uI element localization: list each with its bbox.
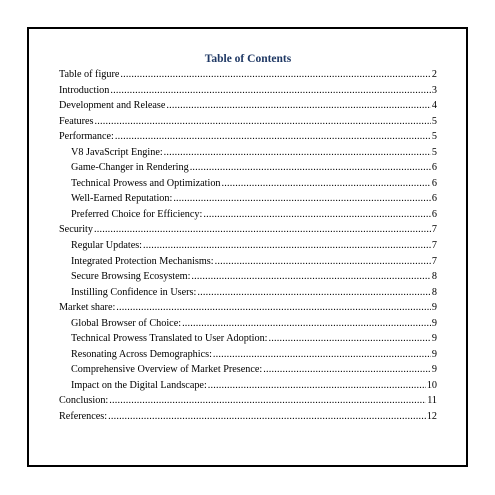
toc-dot-leader	[182, 316, 431, 332]
toc-entry-label[interactable]: Performance:	[59, 131, 114, 143]
toc-page-number: 7	[431, 224, 437, 236]
toc-entry-label[interactable]: Comprehensive Overview of Market Presence:	[71, 364, 263, 376]
toc-page-number: 12	[426, 411, 437, 423]
toc-entry[interactable]	[59, 191, 437, 207]
toc-dot-leader	[95, 114, 431, 130]
toc-entry-label[interactable]: Features	[59, 115, 94, 127]
toc-page-number: 10	[426, 379, 437, 391]
toc-entry-label[interactable]: Instilling Confidence in Users:	[71, 286, 197, 298]
toc-page-number: 9	[431, 317, 437, 329]
toc-entry[interactable]	[59, 378, 437, 394]
toc-page-number: 11	[427, 395, 437, 407]
toc-entry[interactable]	[59, 393, 437, 409]
toc-dot-leader	[269, 331, 431, 347]
table-of-contents	[59, 51, 437, 425]
toc-entry-label[interactable]: Regular Updates:	[71, 240, 143, 252]
toc-entry-label[interactable]: Technical Prowess Translated to User Adoption:	[71, 333, 268, 345]
toc-dot-leader	[115, 129, 431, 145]
toc-dot-leader	[108, 409, 426, 425]
toc-page-number: 6	[431, 193, 437, 205]
toc-entry[interactable]	[59, 129, 437, 145]
toc-page-number: 2	[431, 69, 437, 80]
toc-entry[interactable]	[59, 145, 437, 161]
toc-entry[interactable]	[59, 254, 437, 270]
toc-entry[interactable]	[59, 409, 437, 425]
toc-dot-leader	[222, 176, 431, 192]
toc-dot-leader	[190, 160, 431, 176]
toc-dot-leader	[166, 98, 431, 114]
toc-dot-leader	[143, 238, 431, 254]
toc-page-number: 6	[431, 208, 437, 220]
toc-entry[interactable]	[59, 83, 437, 99]
toc-entry-label[interactable]: Development and Release	[59, 100, 166, 112]
toc-page-number: 7	[431, 255, 437, 267]
toc-page-number: 9	[431, 348, 437, 360]
toc-entry[interactable]	[59, 67, 437, 83]
toc-page-number: 9	[431, 302, 437, 314]
toc-dot-leader	[215, 254, 431, 270]
toc-entry[interactable]	[59, 269, 437, 285]
toc-dot-leader	[120, 67, 431, 83]
toc-page-number: 6	[431, 162, 437, 174]
toc-entry-label[interactable]: Secure Browsing Ecosystem:	[71, 271, 191, 283]
toc-dot-leader	[263, 362, 431, 378]
toc-dot-leader	[109, 393, 426, 409]
toc-entry[interactable]	[59, 331, 437, 347]
toc-dot-leader	[197, 285, 431, 301]
toc-entry-label[interactable]: Introduction	[59, 84, 110, 96]
toc-dot-leader	[191, 269, 431, 285]
toc-entry[interactable]	[59, 285, 437, 301]
toc-entry[interactable]	[59, 207, 437, 223]
toc-entry-label[interactable]: Impact on the Digital Landscape:	[71, 379, 207, 391]
toc-entry-label[interactable]: Game-Changer in Rendering	[71, 162, 189, 174]
toc-entry-label[interactable]: Integrated Protection Mechanisms:	[71, 255, 214, 267]
toc-page-number: 8	[431, 286, 437, 298]
toc-entry-label[interactable]: Market share:	[59, 302, 116, 314]
toc-list	[59, 67, 437, 425]
toc-dot-leader	[116, 300, 431, 316]
toc-page-number: 5	[431, 115, 437, 127]
toc-page-number: 5	[431, 131, 437, 143]
toc-dot-leader	[110, 83, 431, 99]
toc-entry[interactable]	[59, 176, 437, 192]
toc-entry-label[interactable]: Resonating Across Demographics:	[71, 348, 212, 360]
toc-page-number: 7	[431, 240, 437, 252]
toc-page-number: 9	[431, 364, 437, 376]
toc-dot-leader	[173, 191, 431, 207]
toc-page-number: 8	[431, 271, 437, 283]
toc-dot-leader	[164, 145, 431, 161]
toc-entry-label[interactable]: References:	[59, 411, 108, 423]
toc-page-number: 9	[431, 333, 437, 345]
toc-entry[interactable]	[59, 98, 437, 114]
toc-entry-label[interactable]: Preferred Choice for Efficiency:	[71, 208, 203, 220]
toc-entry[interactable]	[59, 362, 437, 378]
toc-dot-leader	[203, 207, 431, 223]
toc-entry-label[interactable]: Well-Earned Reputation:	[71, 193, 173, 205]
toc-page-number: 4	[431, 100, 437, 112]
toc-page-number: 6	[431, 177, 437, 189]
toc-entry[interactable]	[59, 300, 437, 316]
toc-dot-leader	[213, 347, 431, 363]
toc-title: Table of Contents	[204, 53, 292, 65]
toc-page-number: 5	[431, 146, 437, 158]
toc-entry-label[interactable]: Conclusion:	[59, 395, 109, 407]
toc-entry[interactable]	[59, 222, 437, 238]
toc-page-number: 3	[431, 84, 437, 96]
toc-entry[interactable]	[59, 316, 437, 332]
toc-entry-label[interactable]: Technical Prowess and Optimization	[71, 177, 221, 189]
toc-entry[interactable]	[59, 114, 437, 130]
toc-entry[interactable]	[59, 347, 437, 363]
toc-entry-label[interactable]: Table of figure	[59, 69, 120, 80]
toc-dot-leader	[208, 378, 426, 394]
toc-entry-label[interactable]: Global Browser of Choice:	[71, 317, 182, 329]
toc-entry[interactable]	[59, 160, 437, 176]
toc-entry-label[interactable]: Security	[59, 224, 93, 236]
toc-entry-label[interactable]: V8 JavaScript Engine:	[71, 146, 163, 158]
toc-entry[interactable]	[59, 238, 437, 254]
toc-dot-leader	[94, 222, 431, 238]
